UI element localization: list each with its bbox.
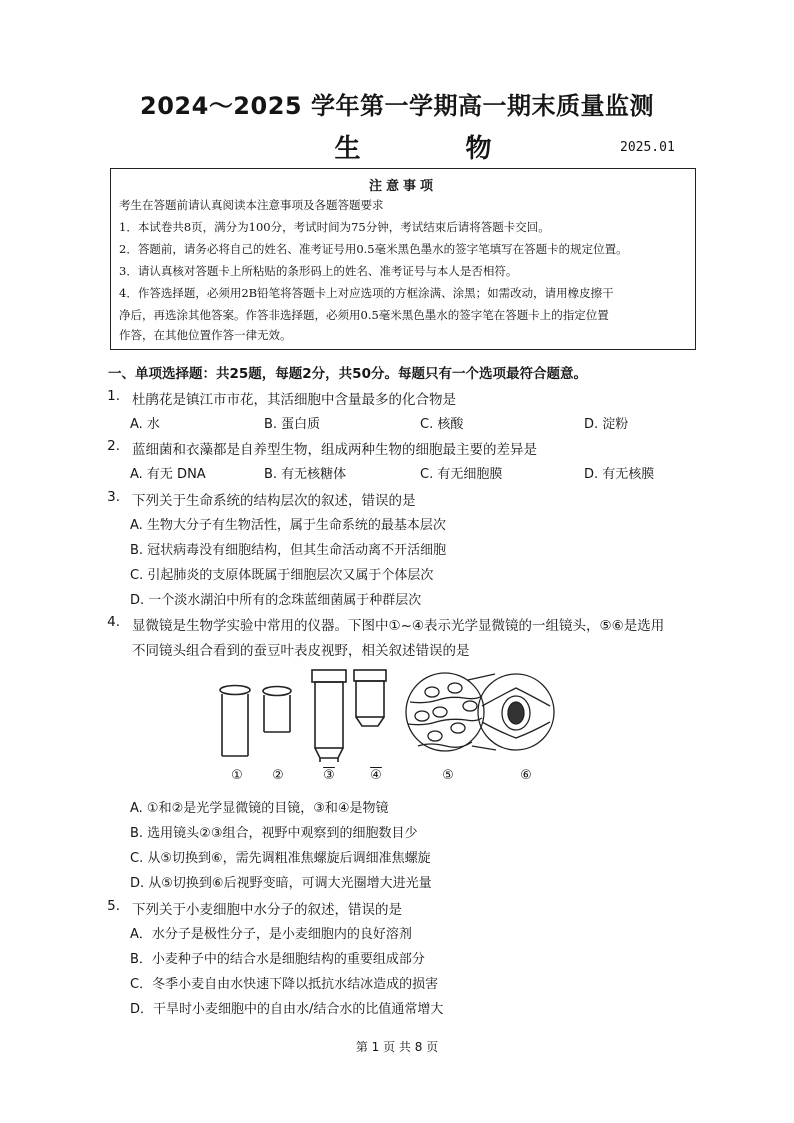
question-stem: 杜鹃花是镇江市市花，其活细胞中含量最多的化合物是 bbox=[132, 392, 456, 408]
option-b: B. 选用镜头②③组合，视野中观察到的细胞数目少 bbox=[130, 826, 418, 841]
notice-line: 净后，再选涂其他答案。作答非选择题，必须用0.5毫米黑色墨水的签字笔在答题卡上的指定位置 bbox=[119, 308, 609, 322]
question-number: 5. bbox=[107, 898, 120, 914]
field-of-view-6 bbox=[478, 674, 554, 750]
figure-label-1: ① bbox=[231, 768, 243, 783]
option-d: D．干旱时小麦细胞中的自由水/结合水的比值通常增大 bbox=[130, 1002, 444, 1017]
figure-label-5: ⑤ bbox=[442, 768, 454, 783]
option-b: B．小麦种子中的结合水是细胞结构的重要组成部分 bbox=[130, 952, 425, 967]
figure-label-2: ② bbox=[272, 768, 284, 783]
option-c: C. 从⑤切换到⑥，需先调粗准焦螺旋后调细准焦螺旋 bbox=[130, 851, 431, 866]
option-a: A．水分子是极性分子，是小麦细胞内的良好溶剂 bbox=[130, 927, 412, 942]
field-of-view-5 bbox=[406, 673, 496, 751]
question-stem: 显微镜是生物学实验中常用的仪器。下图中①~④表示光学显微镜的一组镜头，⑤⑥是选用 bbox=[132, 618, 665, 634]
option-d: D. 有无核膜 bbox=[584, 467, 655, 482]
objective-lens-4 bbox=[354, 670, 386, 726]
eyepiece-lens-2 bbox=[263, 687, 291, 733]
figure-label-6: ⑥ bbox=[520, 768, 532, 783]
question-stem: 下列关于小麦细胞中水分子的叙述，错误的是 bbox=[132, 902, 402, 918]
option-c: C. 核酸 bbox=[420, 417, 464, 432]
option-b: B. 冠状病毒没有细胞结构，但其生命活动离不开活细胞 bbox=[130, 543, 447, 558]
section-heading: 一、单项选择题：共25题，每题2分，共50分。每题只有一个选项最符合题意。 bbox=[108, 366, 587, 382]
notice-box bbox=[110, 168, 696, 350]
eyepiece-lens-1 bbox=[220, 686, 250, 757]
option-c: C．冬季小麦自由水快速下降以抵抗水结冰造成的损害 bbox=[130, 977, 439, 992]
question-stem: 蓝细菌和衣藻都是自养型生物，组成两种生物的细胞最主要的差异是 bbox=[132, 442, 537, 458]
question-stem: 不同镜头组合看到的蚕豆叶表皮视野，相关叙述错误的是 bbox=[132, 643, 470, 659]
option-b: B. 有无核糖体 bbox=[264, 467, 347, 482]
subject-title: 生 物 bbox=[334, 134, 540, 164]
option-c: C. 有无细胞膜 bbox=[420, 467, 503, 482]
notice-title: 注意事项 bbox=[368, 179, 437, 194]
option-a: A. ①和②是光学显微镜的目镜，③和④是物镜 bbox=[130, 801, 389, 816]
option-a: A. 水 bbox=[130, 417, 160, 432]
exam-date: 2025.01 bbox=[620, 140, 675, 155]
notice-line: 2．答题前，请务必将自己的姓名、准考证号用0.5毫米黑色墨水的签字笔填写在答题卡的规定位置。 bbox=[119, 242, 628, 256]
objective-lens-3 bbox=[312, 670, 346, 762]
notice-line: 4．作答选择题，必须用2B铅笔将答题卡上对应选项的方框涂满、涂黑；如需改动，请用橡皮擦干 bbox=[119, 286, 614, 300]
question-stem: 下列关于生命系统的结构层次的叙述，错误的是 bbox=[132, 493, 416, 509]
question-number: 1. bbox=[107, 388, 120, 404]
exam-title: 2024～2025 学年第一学期高一期末质量监测 bbox=[140, 92, 654, 120]
figure-label-3: ③ bbox=[323, 768, 335, 783]
option-d: D. 从⑤切换到⑥后视野变暗，可调大光圈增大进光量 bbox=[130, 876, 432, 891]
page-footer: 第 1 页 共 8 页 bbox=[355, 1040, 439, 1054]
notice-line: 作答，在其他位置作答一律无效。 bbox=[119, 328, 292, 342]
notice-line: 考生在答题前请认真阅读本注意事项及各题答题要求 bbox=[119, 198, 384, 212]
question-number: 4. bbox=[107, 614, 120, 630]
notice-line: 3．请认真核对答题卡上所粘贴的条形码上的姓名、准考证号与本人是否相符。 bbox=[119, 264, 518, 278]
figure-label-4: ④ bbox=[370, 768, 382, 783]
option-d: D. 淀粉 bbox=[584, 417, 629, 432]
option-d: D. 一个淡水湖泊中所有的念珠蓝细菌属于种群层次 bbox=[130, 593, 422, 608]
question-number: 3. bbox=[107, 489, 120, 505]
question-number: 2. bbox=[107, 438, 120, 454]
option-a: A. 有无 DNA bbox=[130, 467, 206, 482]
notice-line: 1．本试卷共8页，满分为100分，考试时间为75分钟，考试结束后请将答题卡交回。 bbox=[119, 220, 550, 234]
option-c: C. 引起肺炎的支原体既属于细胞层次又属于个体层次 bbox=[130, 568, 434, 583]
option-a: A. 生物大分子有生物活性，属于生命系统的最基本层次 bbox=[130, 518, 446, 533]
microscope-lens-figure bbox=[210, 666, 570, 788]
option-b: B. 蛋白质 bbox=[264, 417, 321, 432]
